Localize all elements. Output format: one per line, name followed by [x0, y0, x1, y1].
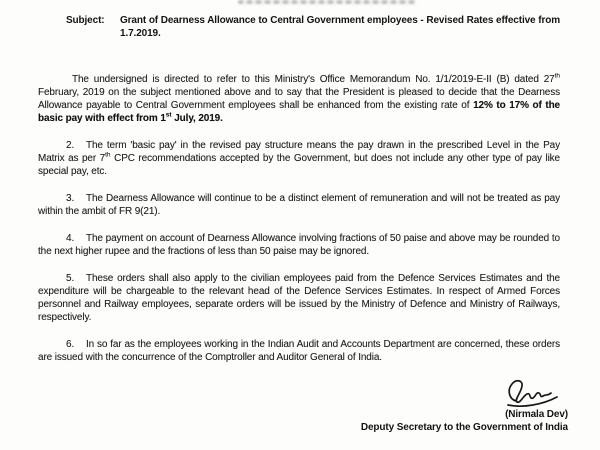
paragraph-number: 5.	[66, 273, 75, 284]
subject-line-2: 1.7.2019.	[120, 28, 161, 39]
subject-label: Subject:	[66, 15, 105, 26]
paragraph-4-text: The payment on account of Dearness Allowance involving fractions of 50 paise and above may be rounded to the next higher rupee and the fractions of less than 50 paise may be ignored.	[38, 233, 560, 257]
paragraph-1-text: February, 2019 on the subject mentioned above and to say that the President is pleased to decide that the Dearness Allowance payable to Central Government employees shall be enhanced from the existing rate of	[38, 87, 560, 111]
paragraph-2-text: The term 'basic pay' in the revised pay structure means the pay drawn in the prescribed Level in the Pay Matrix as per 7	[38, 140, 560, 164]
paragraph-5-text: These orders shall also apply to the civilian employees paid from the Defence Services Estimates and the expenditure will be chargeable to the relevant head of the Defence Services Estimates. In respect of Armed Forces personnel and Railway employees, separate orders will be issued by the Ministry of Defence and Ministry of Railways, respectively.	[38, 273, 560, 323]
paragraph-2	[38, 139, 560, 178]
signature-block	[361, 377, 568, 434]
paragraph-2-text: CPC recommendations accepted by the Government, but does not include any other type of pay like special pay, etc.	[38, 153, 561, 177]
paragraph-number: 6.	[66, 339, 75, 350]
subject-line-1: Grant of Dearness Allowance to Central Government employees - Revised Rates effective from	[120, 15, 560, 26]
paragraph-6	[38, 338, 560, 364]
paragraph-3-text: The Dearness Allowance will continue to be a distinct element of remuneration and will not be treated as pay within the ambit of FR 9(21).	[38, 193, 560, 217]
superscript: th	[105, 151, 111, 159]
signatory-name: (Nirmala Dev)	[505, 409, 568, 420]
paragraph-6-text: In so far as the employees working in the Indian Audit and Accounts Department are concerned, these orders are issued with the concurrence of the Comptroller and Auditor General of India.	[38, 339, 560, 363]
cut-off-text-artifact	[238, 0, 416, 4]
subject-text	[120, 14, 560, 40]
paragraph-1-bold-text: July, 2019.	[171, 113, 223, 124]
superscript: st	[165, 111, 172, 119]
subject-block	[66, 14, 560, 40]
paragraph-number: 4.	[66, 233, 75, 244]
paragraph-number: 2.	[66, 140, 75, 151]
paragraph-1-text: The undersigned is directed to refer to this Ministry's Office Memorandum No. 1/1/2019-E-II (B) dated 27	[72, 74, 555, 85]
paragraph-1-bold-text: 12% to 17% of the basic pay with effect from 1	[38, 100, 561, 124]
paragraph-3	[38, 192, 560, 218]
signature-scribble	[504, 377, 560, 407]
superscript: th	[554, 72, 560, 80]
paragraph-1	[38, 73, 560, 125]
signatory-title: Deputy Secretary to the Government of India	[360, 421, 568, 433]
paragraph-number: 3.	[66, 193, 75, 204]
paragraph-5	[38, 272, 560, 324]
paragraph-4	[38, 232, 560, 258]
